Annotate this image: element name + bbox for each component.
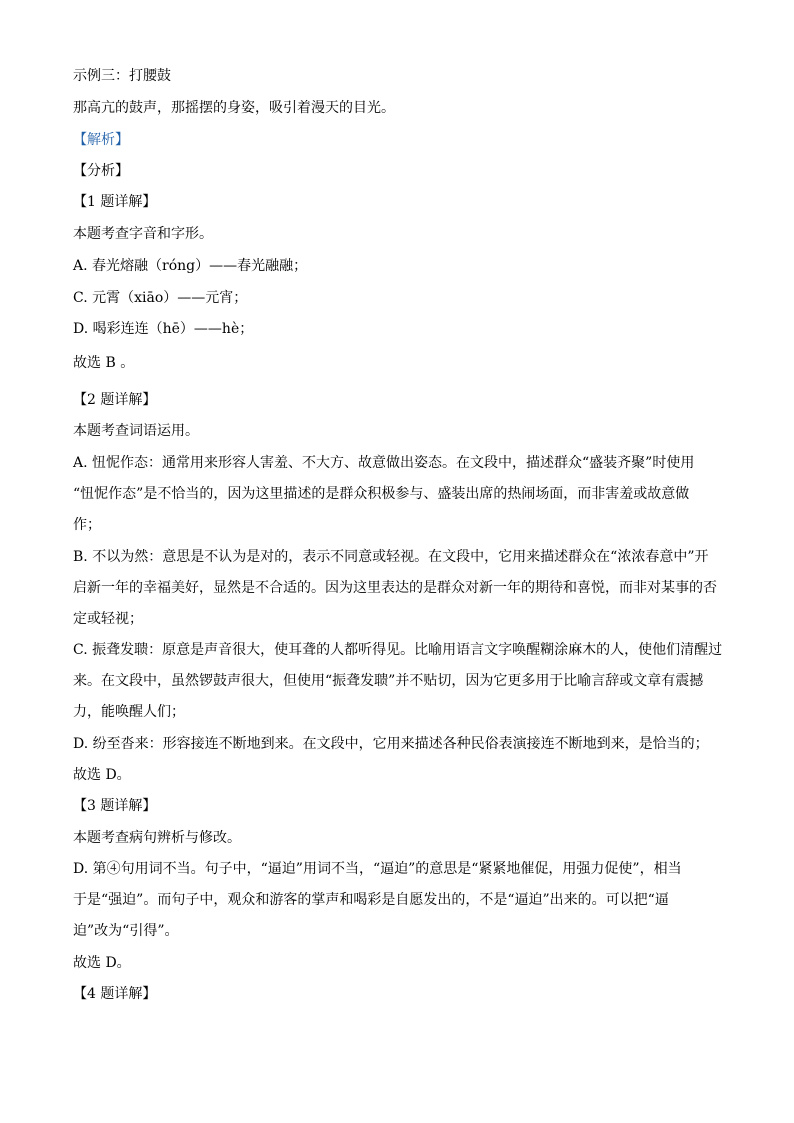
question-3-option-d-line2: 于是“强迫”。而句子中，观众和游客的掌声和喝彩是自愿发出的，不是“逼迫”出来的。可以把“逼	[73, 892, 669, 908]
question-2-option-c-line2: 来。在文段中，虽然锣鼓声很大，但使用“振聋发聩”并不贴切，因为它更多用于比喻言辞或文章有震撼	[73, 673, 704, 689]
question-1-option-d: D. 喝彩连连（hē）——hè；	[73, 321, 254, 337]
analysis-heading: 【解析】	[73, 132, 129, 148]
question-1-option-a: A. 春光熔融（róng）——春光融融；	[73, 258, 308, 274]
question-2-answer: 故选 D。	[73, 767, 131, 783]
question-3-option-d-line1: D. 第④句用词不当。句子中，“逼迫”用词不当，“逼迫”的意思是“紧紧地催促，用强力促使”，相当	[73, 861, 682, 877]
question-2-option-b-line3: 定或轻视；	[73, 611, 143, 627]
question-3-option-d-line3: 迫”改为“引得”。	[73, 923, 179, 939]
question-3-intro: 本题考查病句辨析与修改。	[73, 830, 241, 846]
question-2-option-a-line3: 作；	[73, 517, 101, 533]
question-2-intro: 本题考查词语运用。	[73, 423, 199, 439]
question-2-option-b-line2: 启新一年的幸福美好，显然是不合适的。因为这里表达的是群众对新一年的期待和喜悦，而非对某事的否	[73, 580, 717, 596]
question-1-option-c: C. 元霄（xiāo）——元宵；	[73, 290, 248, 306]
question-3-heading: 【3 题详解】	[73, 798, 157, 814]
example-three-sentence: 那高亢的鼓声，那摇摆的身姿，吸引着漫天的目光。	[73, 100, 395, 116]
question-1-heading: 【1 题详解】	[73, 194, 157, 210]
question-1-answer: 故选 B 。	[73, 355, 135, 371]
question-2-heading: 【2 题详解】	[73, 392, 157, 408]
question-1-intro: 本题考查字音和字形。	[73, 226, 213, 242]
question-4-heading: 【4 题详解】	[73, 986, 157, 1002]
question-2-option-a-line2: “忸怩作态”是不恰当的，因为这里描述的是群众积极参与、盛装出席的热闹场面，而非害羞或故意做	[73, 486, 690, 502]
question-2-option-c-line3: 力，能唤醒人们；	[73, 704, 185, 720]
question-2-option-c-line1: C. 振聋发聩：原意是声音很大，使耳聋的人都听得见。比喻用语言文字唤醒糊涂麻木的人，使他们清醒过	[73, 642, 723, 658]
question-2-option-b-line1: B. 不以为然：意思是不认为是对的，表示不同意或轻视。在文段中，它用来描述群众在“浓浓春意中”开	[73, 549, 709, 565]
question-2-option-d: D. 纷至沓来：形容接连不断地到来。在文段中，它用来描述各种民俗表演接连不断地到来，是恰当的；	[73, 736, 709, 752]
question-2-option-a-line1: A. 忸怩作态：通常用来形容人害羞、不大方、故意做出姿态。在文段中，描述群众“盛装齐聚”时使用	[73, 455, 695, 471]
example-three-heading: 示例三：打腰鼓	[73, 68, 171, 84]
question-3-answer: 故选 D。	[73, 955, 131, 971]
analysis-subheading: 【分析】	[73, 163, 129, 179]
